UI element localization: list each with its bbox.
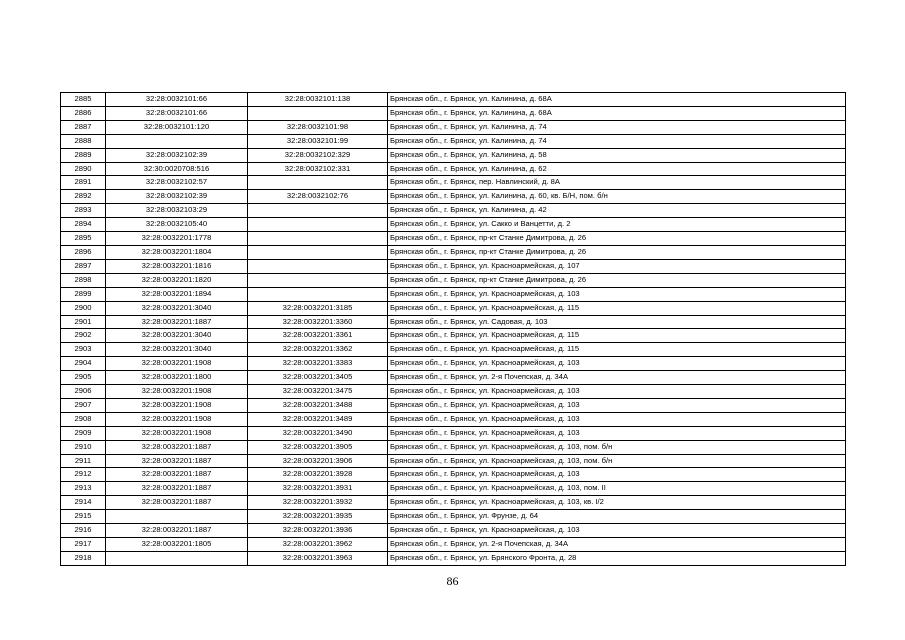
table-row: [61, 510, 846, 524]
table-row: [61, 190, 846, 204]
table-row: [61, 496, 846, 510]
cell-address: Брянская обл., г. Брянск, ул. Красноармейская, д. 103, пом. II: [388, 482, 846, 496]
cell-cadastral-number: 32:28:0032201:3185: [248, 301, 388, 315]
cell-cadastral-number: [248, 259, 388, 273]
cell-parent-cadastral-number: 32:28:0032103:29: [106, 204, 248, 218]
cell-parent-cadastral-number: 32:30:0020708:516: [106, 162, 248, 176]
cell-row-number: 2897: [61, 259, 106, 273]
cell-row-number: 2918: [61, 551, 106, 565]
cell-row-number: 2885: [61, 93, 106, 107]
cell-address: Брянская обл., г. Брянск, ул. Красноармейская, д. 103: [388, 468, 846, 482]
cell-parent-cadastral-number: 32:28:0032201:1908: [106, 357, 248, 371]
cell-address: Брянская обл., г. Брянск, ул. Калинина, д. 68А: [388, 106, 846, 120]
cell-cadastral-number: 32:28:0032201:3360: [248, 315, 388, 329]
cell-address: Брянская обл., г. Брянск, ул. Красноармейская, д. 115: [388, 343, 846, 357]
cell-row-number: 2894: [61, 218, 106, 232]
cell-parent-cadastral-number: 32:28:0032201:1804: [106, 245, 248, 259]
cell-row-number: 2900: [61, 301, 106, 315]
cell-cadastral-number: 32:28:0032201:3928: [248, 468, 388, 482]
cell-row-number: 2895: [61, 232, 106, 246]
cell-cadastral-number: [248, 176, 388, 190]
table-row: [61, 162, 846, 176]
cell-row-number: 2912: [61, 468, 106, 482]
cell-row-number: 2905: [61, 371, 106, 385]
cell-parent-cadastral-number: 32:28:0032101:120: [106, 120, 248, 134]
cell-address: Брянская обл., г. Брянск, пер. Навлинский, д. 8А: [388, 176, 846, 190]
table-row: [61, 357, 846, 371]
cell-parent-cadastral-number: 32:28:0032201:1887: [106, 440, 248, 454]
cell-address: Брянская обл., г. Брянск, ул. Красноармейская, д. 103: [388, 357, 846, 371]
cell-address: Брянская обл., г. Брянск, ул. Красноармейская, д. 103, пом. б/н: [388, 454, 846, 468]
cell-row-number: 2917: [61, 538, 106, 552]
cell-parent-cadastral-number: 32:28:0032201:1887: [106, 454, 248, 468]
cell-parent-cadastral-number: 32:28:0032201:1816: [106, 259, 248, 273]
cell-address: Брянская обл., г. Брянск, ул. Калинина, д. 68А: [388, 93, 846, 107]
cell-cadastral-number: 32:28:0032201:3361: [248, 329, 388, 343]
cell-parent-cadastral-number: 32:28:0032201:1908: [106, 426, 248, 440]
cell-row-number: 2886: [61, 106, 106, 120]
cell-address: Брянская обл., г. Брянск, ул. Красноармейская, д. 103: [388, 385, 846, 399]
table-row: [61, 259, 846, 273]
table-row: [61, 385, 846, 399]
table-row: [61, 343, 846, 357]
cell-address: Брянская обл., г. Брянск, ул. Калинина, д. 60, кв. Б/Н, пом. б/н: [388, 190, 846, 204]
table-row: [61, 482, 846, 496]
table-row: [61, 440, 846, 454]
cell-parent-cadastral-number: 32:28:0032201:1887: [106, 482, 248, 496]
cell-row-number: 2916: [61, 524, 106, 538]
cell-row-number: 2906: [61, 385, 106, 399]
cell-cadastral-number: 32:28:0032201:3962: [248, 538, 388, 552]
cell-parent-cadastral-number: [106, 134, 248, 148]
table-row: [61, 454, 846, 468]
cell-address: Брянская обл., г. Брянск, пр-кт Станке Димитрова, д. 26: [388, 273, 846, 287]
cell-address: Брянская обл., г. Брянск, ул. 2-я Почепская, д. 34А: [388, 538, 846, 552]
cell-parent-cadastral-number: [106, 510, 248, 524]
cell-address: Брянская обл., г. Брянск, ул. Красноармейская, д. 103, кв. I/2: [388, 496, 846, 510]
cell-row-number: 2896: [61, 245, 106, 259]
cell-parent-cadastral-number: 32:28:0032201:3040: [106, 301, 248, 315]
page-number: 86: [446, 574, 459, 588]
cell-row-number: 2915: [61, 510, 106, 524]
cell-address: Брянская обл., г. Брянск, ул. 2-я Почепская, д. 34А: [388, 371, 846, 385]
cell-address: Брянская обл., г. Брянск, ул. Калинина, д. 42: [388, 204, 846, 218]
cell-address: Брянская обл., г. Брянск, ул. Красноармейская, д. 115: [388, 301, 846, 315]
cell-parent-cadastral-number: 32:28:0032102:39: [106, 190, 248, 204]
table-row: [61, 524, 846, 538]
cell-address: Брянская обл., г. Брянск, ул. Красноармейская, д. 103: [388, 287, 846, 301]
cell-row-number: 2910: [61, 440, 106, 454]
cell-address: Брянская обл., г. Брянск, ул. Красноармейская, д. 115: [388, 329, 846, 343]
cell-row-number: 2899: [61, 287, 106, 301]
table-row: [61, 301, 846, 315]
cell-parent-cadastral-number: 32:28:0032201:1820: [106, 273, 248, 287]
table-row: [61, 148, 846, 162]
table-row: [61, 204, 846, 218]
cell-row-number: 2902: [61, 329, 106, 343]
cell-address: Брянская обл., г. Брянск, ул. Красноармейская, д. 103: [388, 398, 846, 412]
table-row: [61, 551, 846, 565]
cell-cadastral-number: 32:28:0032201:3906: [248, 454, 388, 468]
cell-row-number: 2911: [61, 454, 106, 468]
cell-parent-cadastral-number: 32:28:0032201:1805: [106, 538, 248, 552]
table-row: [61, 245, 846, 259]
cell-address: Брянская обл., г. Брянск, ул. Калинина, д. 58: [388, 148, 846, 162]
cell-row-number: 2914: [61, 496, 106, 510]
table-row: [61, 538, 846, 552]
table-row: [61, 232, 846, 246]
cell-parent-cadastral-number: 32:28:0032201:1800: [106, 371, 248, 385]
cell-cadastral-number: [248, 106, 388, 120]
table-row: [61, 329, 846, 343]
cell-cadastral-number: 32:28:0032201:3932: [248, 496, 388, 510]
cell-parent-cadastral-number: 32:28:0032101:66: [106, 93, 248, 107]
table-row: [61, 426, 846, 440]
cell-row-number: 2893: [61, 204, 106, 218]
cell-cadastral-number: 32:28:0032201:3935: [248, 510, 388, 524]
cell-address: Брянская обл., г. Брянск, ул. Красноармейская, д. 103: [388, 412, 846, 426]
cell-row-number: 2907: [61, 398, 106, 412]
table-row: [61, 120, 846, 134]
cell-parent-cadastral-number: 32:28:0032201:1887: [106, 468, 248, 482]
cell-cadastral-number: 32:28:0032201:3490: [248, 426, 388, 440]
cell-parent-cadastral-number: 32:28:0032201:1908: [106, 412, 248, 426]
cell-parent-cadastral-number: 32:28:0032201:1887: [106, 496, 248, 510]
registry-table: [60, 92, 846, 566]
cell-address: Брянская обл., г. Брянск, ул. Калинина, д. 74: [388, 120, 846, 134]
cell-cadastral-number: 32:28:0032201:3963: [248, 551, 388, 565]
cell-cadastral-number: 32:28:0032201:3383: [248, 357, 388, 371]
table-row: [61, 287, 846, 301]
table-row: [61, 93, 846, 107]
cell-address: Брянская обл., г. Брянск, ул. Калинина, д. 74: [388, 134, 846, 148]
cell-parent-cadastral-number: 32:28:0032101:66: [106, 106, 248, 120]
cell-cadastral-number: 32:28:0032201:3475: [248, 385, 388, 399]
cell-row-number: 2888: [61, 134, 106, 148]
table-row: [61, 134, 846, 148]
cell-row-number: 2891: [61, 176, 106, 190]
cell-row-number: 2901: [61, 315, 106, 329]
cell-address: Брянская обл., г. Брянск, ул. Красноармейская, д. 107: [388, 259, 846, 273]
cell-cadastral-number: 32:28:0032201:3488: [248, 398, 388, 412]
cell-cadastral-number: [248, 232, 388, 246]
cell-cadastral-number: 32:28:0032102:76: [248, 190, 388, 204]
table-row: [61, 315, 846, 329]
cell-cadastral-number: 32:28:0032201:3936: [248, 524, 388, 538]
cell-cadastral-number: 32:28:0032101:99: [248, 134, 388, 148]
table-row: [61, 371, 846, 385]
cell-cadastral-number: 32:28:0032102:329: [248, 148, 388, 162]
cell-cadastral-number: 32:28:0032101:138: [248, 93, 388, 107]
cell-address: Брянская обл., г. Брянск, ул. Брянского Фронта, д. 28: [388, 551, 846, 565]
cell-cadastral-number: [248, 245, 388, 259]
cell-parent-cadastral-number: [106, 551, 248, 565]
cell-parent-cadastral-number: 32:28:0032201:1894: [106, 287, 248, 301]
cell-parent-cadastral-number: 32:28:0032102:57: [106, 176, 248, 190]
cell-cadastral-number: [248, 273, 388, 287]
cell-row-number: 2913: [61, 482, 106, 496]
cell-address: Брянская обл., г. Брянск, ул. Красноармейская, д. 103, пом. б/н: [388, 440, 846, 454]
cell-cadastral-number: 32:28:0032102:331: [248, 162, 388, 176]
cell-cadastral-number: [248, 218, 388, 232]
cell-parent-cadastral-number: 32:28:0032201:3040: [106, 343, 248, 357]
cell-row-number: 2909: [61, 426, 106, 440]
cell-address: Брянская обл., г. Брянск, ул. Фрунзе, д. 64: [388, 510, 846, 524]
cell-parent-cadastral-number: 32:28:0032201:1778: [106, 232, 248, 246]
cell-parent-cadastral-number: 32:28:0032105:40: [106, 218, 248, 232]
cell-parent-cadastral-number: 32:28:0032201:1908: [106, 398, 248, 412]
table-row: [61, 398, 846, 412]
table-row: [61, 273, 846, 287]
table-row: [61, 106, 846, 120]
cell-row-number: 2889: [61, 148, 106, 162]
table-row: [61, 176, 846, 190]
cell-row-number: 2903: [61, 343, 106, 357]
cell-cadastral-number: 32:28:0032101:98: [248, 120, 388, 134]
cell-parent-cadastral-number: 32:28:0032201:1887: [106, 315, 248, 329]
cell-address: Брянская обл., г. Брянск, ул. Красноармейская, д. 103: [388, 426, 846, 440]
cell-cadastral-number: [248, 287, 388, 301]
cell-row-number: 2890: [61, 162, 106, 176]
cell-row-number: 2908: [61, 412, 106, 426]
cell-row-number: 2892: [61, 190, 106, 204]
cell-cadastral-number: 32:28:0032201:3931: [248, 482, 388, 496]
cell-parent-cadastral-number: 32:28:0032201:1908: [106, 385, 248, 399]
table-row: [61, 468, 846, 482]
cell-address: Брянская обл., г. Брянск, ул. Садовая, д. 103: [388, 315, 846, 329]
cell-address: Брянская обл., г. Брянск, ул. Красноармейская, д. 103: [388, 524, 846, 538]
cell-cadastral-number: 32:28:0032201:3905: [248, 440, 388, 454]
cell-row-number: 2904: [61, 357, 106, 371]
table-body: [61, 93, 846, 566]
cell-parent-cadastral-number: 32:28:0032201:3040: [106, 329, 248, 343]
cell-address: Брянская обл., г. Брянск, ул. Калинина, д. 62: [388, 162, 846, 176]
cell-address: Брянская обл., г. Брянск, пр-кт Станке Димитрова, д. 26: [388, 245, 846, 259]
cell-cadastral-number: [248, 204, 388, 218]
cell-parent-cadastral-number: 32:28:0032102:39: [106, 148, 248, 162]
cell-row-number: 2898: [61, 273, 106, 287]
table-row: [61, 412, 846, 426]
cell-cadastral-number: 32:28:0032201:3362: [248, 343, 388, 357]
cell-cadastral-number: 32:28:0032201:3489: [248, 412, 388, 426]
cell-row-number: 2887: [61, 120, 106, 134]
table-row: [61, 218, 846, 232]
cell-address: Брянская обл., г. Брянск, ул. Сакко и Ванцетти, д. 2: [388, 218, 846, 232]
cell-cadastral-number: 32:28:0032201:3405: [248, 371, 388, 385]
cell-parent-cadastral-number: 32:28:0032201:1887: [106, 524, 248, 538]
cell-address: Брянская обл., г. Брянск, пр-кт Станке Димитрова, д. 26: [388, 232, 846, 246]
